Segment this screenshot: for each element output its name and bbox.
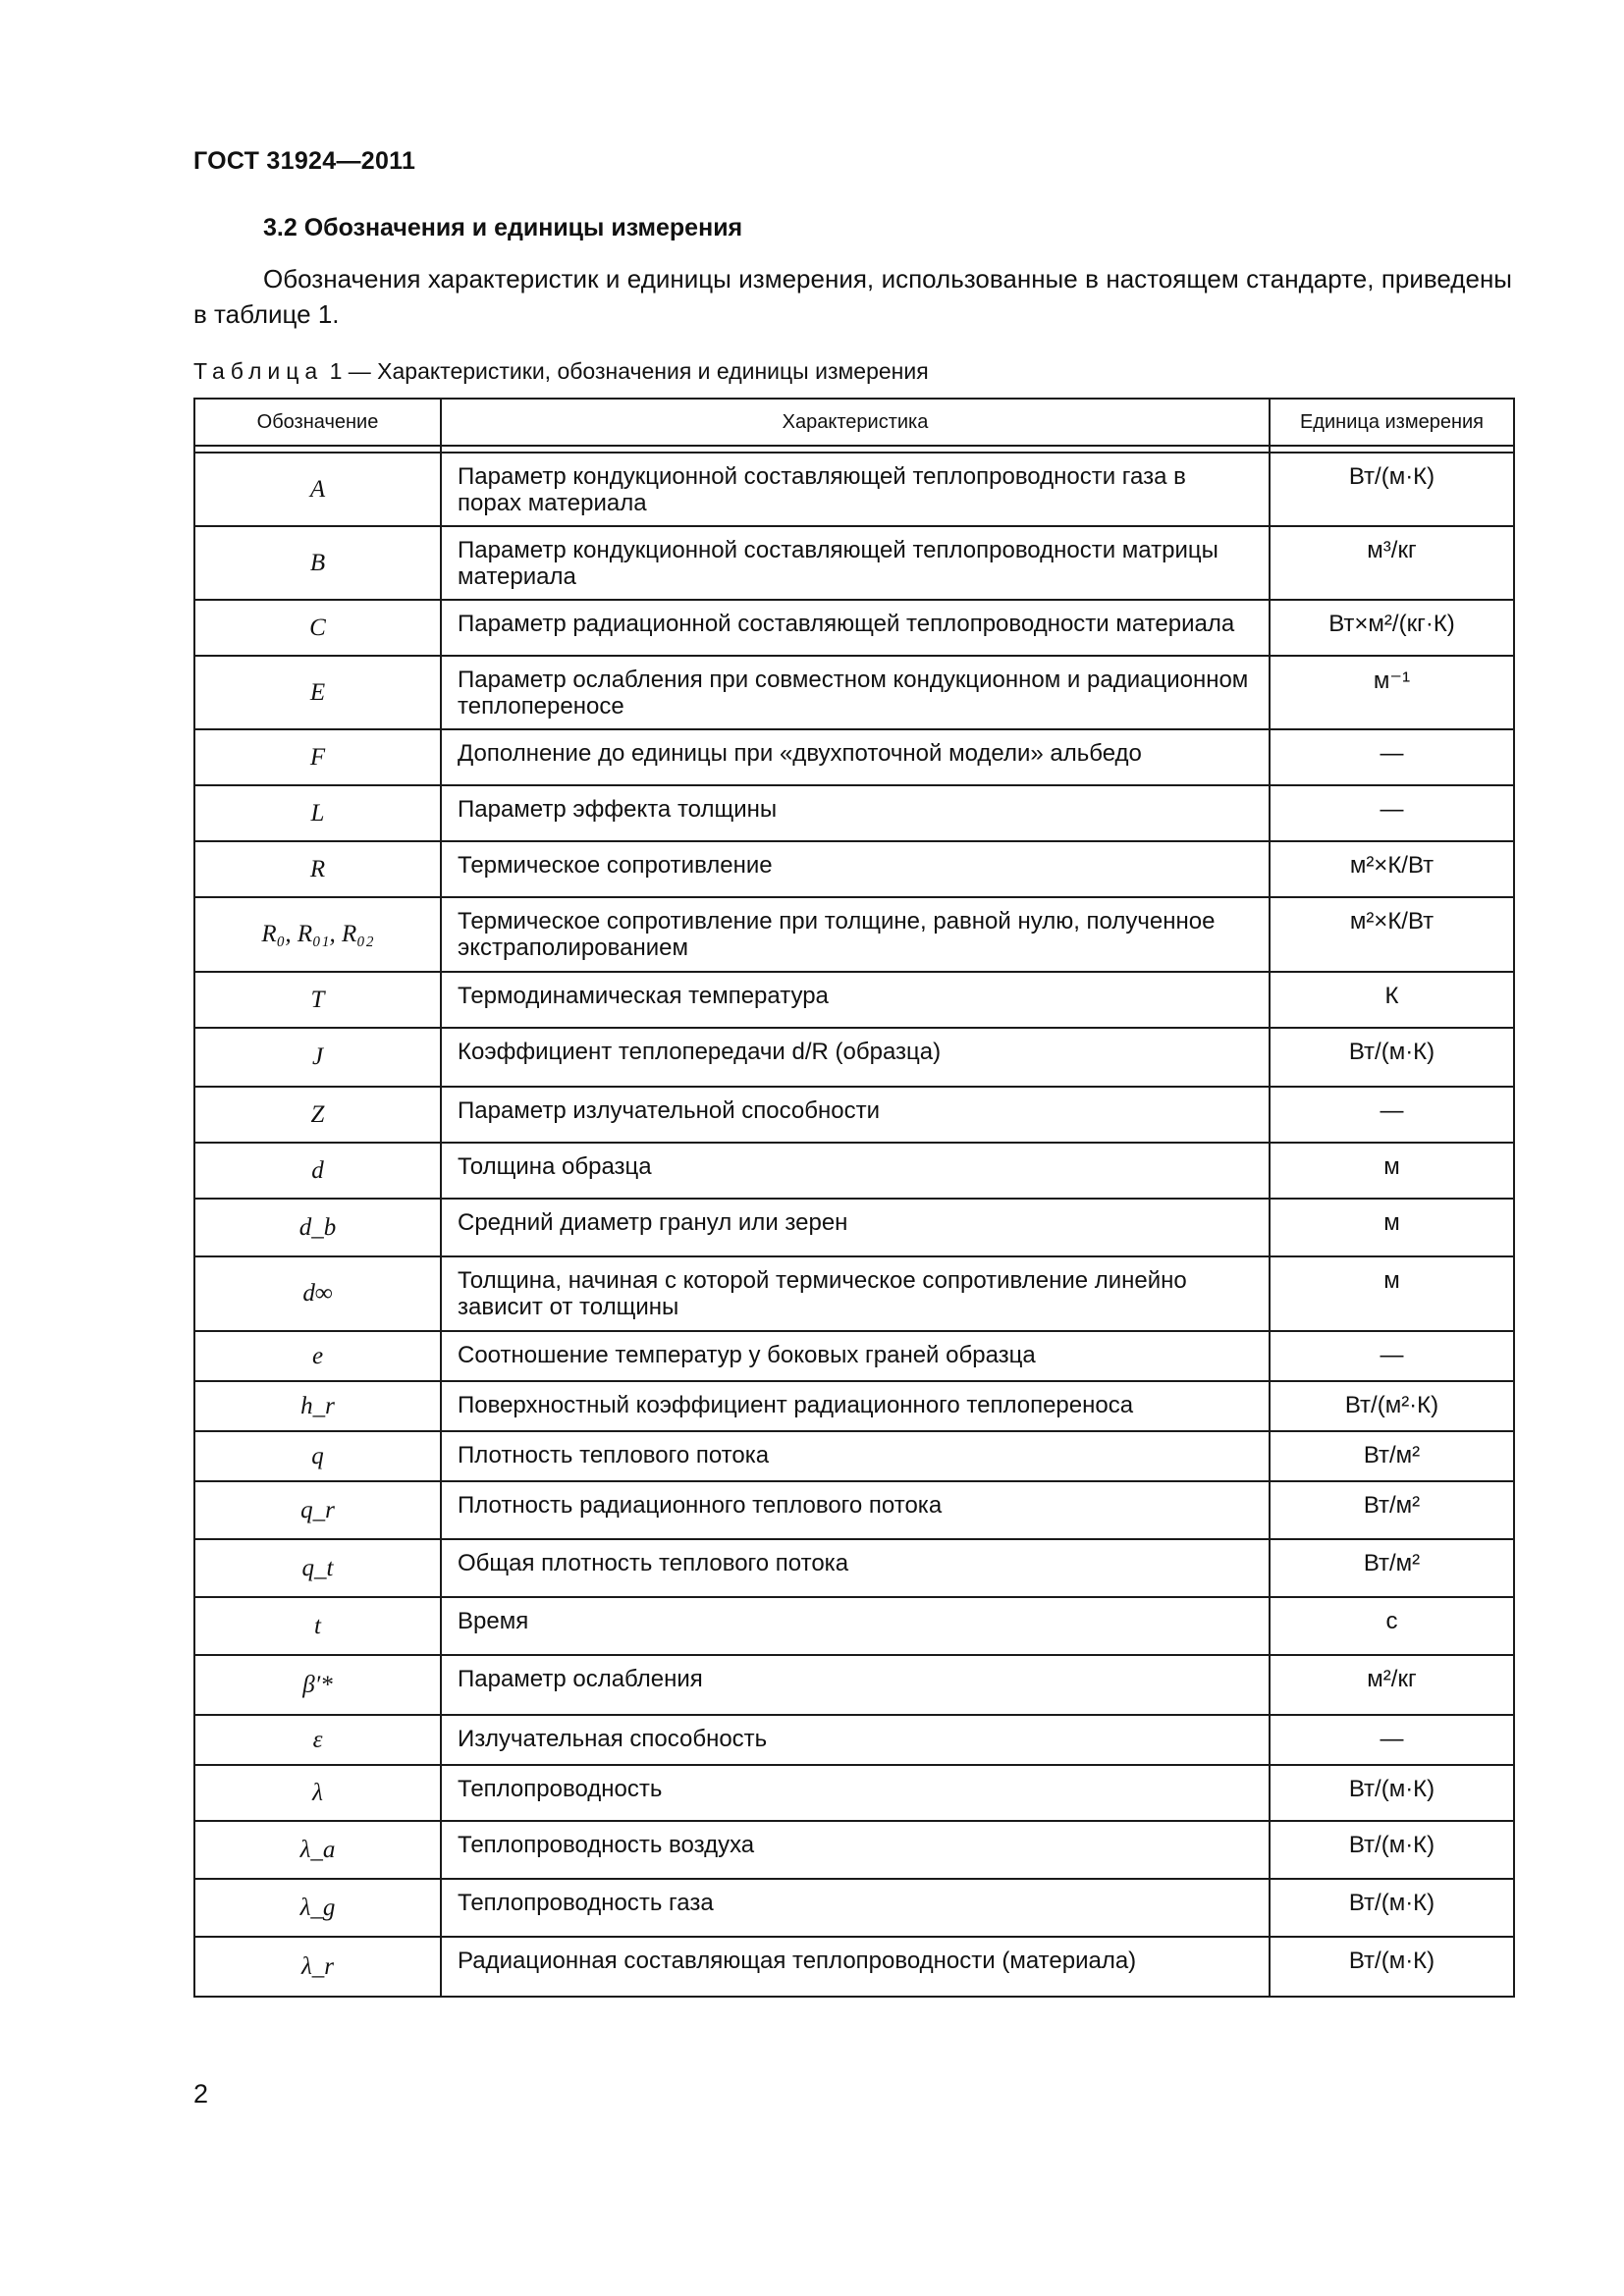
characteristic-cell: Коэффициент теплопередачи d/R (образца) (441, 1028, 1270, 1087)
symbol-cell: q_t (194, 1539, 441, 1597)
characteristic-cell: Теплопроводность воздуха (441, 1821, 1270, 1879)
characteristic-cell: Средний диаметр гранул или зерен (441, 1199, 1270, 1256)
unit-cell: — (1270, 1331, 1514, 1381)
characteristic-cell: Термическое сопротивление при толщине, равной нулю, полученное экстраполированием (441, 897, 1270, 972)
characteristic-cell: Параметр радиационной составляющей теплопроводности материала (441, 600, 1270, 656)
unit-cell: — (1270, 1715, 1514, 1765)
table-row (194, 1655, 1514, 1715)
unit-cell: м (1270, 1143, 1514, 1199)
characteristic-cell: Плотность радиационного теплового потока (441, 1481, 1270, 1539)
header-double-rule (194, 446, 1514, 453)
symbol-cell: B (194, 526, 441, 600)
table-row (194, 729, 1514, 785)
header-unit: Единица измерения (1270, 399, 1514, 446)
designations-table (193, 398, 1515, 1998)
unit-cell: Вт/м² (1270, 1481, 1514, 1539)
characteristic-cell: Радиационная составляющая теплопроводности (материала) (441, 1937, 1270, 1997)
symbol-cell: t (194, 1597, 441, 1655)
table-row (194, 841, 1514, 897)
header-symbol: Обозначение (194, 399, 441, 446)
unit-cell: Вт/(м·К) (1270, 1765, 1514, 1821)
characteristic-cell: Излучательная способность (441, 1715, 1270, 1765)
symbol-cell: E (194, 656, 441, 729)
header-characteristic: Характеристика (441, 399, 1270, 446)
characteristic-cell: Параметр кондукционной составляющей теплопроводности газа в порах материала (441, 453, 1270, 526)
symbol-cell: A (194, 453, 441, 526)
symbol-cell: F (194, 729, 441, 785)
symbol-cell: d∞ (194, 1256, 441, 1331)
table-caption-text: 1 — Характеристики, обозначения и единицы измерения (323, 358, 929, 384)
symbol-cell: T (194, 972, 441, 1028)
table-row (194, 1481, 1514, 1539)
characteristic-cell: Дополнение до единицы при «двухпоточной модели» альбедо (441, 729, 1270, 785)
unit-cell: м (1270, 1256, 1514, 1331)
table-row (194, 1199, 1514, 1256)
table-row (194, 1331, 1514, 1381)
characteristic-cell: Плотность теплового потока (441, 1431, 1270, 1481)
symbol-cell: λ_a (194, 1821, 441, 1879)
table-row (194, 897, 1514, 972)
table-body (194, 453, 1514, 1997)
unit-cell: м⁻¹ (1270, 656, 1514, 729)
table-row (194, 1087, 1514, 1143)
document-code: ГОСТ 31924—2011 (193, 147, 416, 175)
symbol-cell: ε (194, 1715, 441, 1765)
table-row (194, 1821, 1514, 1879)
table-row (194, 453, 1514, 526)
table-header-row (194, 399, 1514, 446)
table-row (194, 1381, 1514, 1431)
unit-cell: с (1270, 1597, 1514, 1655)
page-number: 2 (193, 2079, 209, 2109)
unit-cell: — (1270, 729, 1514, 785)
symbol-cell: d (194, 1143, 441, 1199)
unit-cell: Вт/м² (1270, 1431, 1514, 1481)
table-caption (193, 358, 929, 385)
characteristic-cell: Теплопроводность газа (441, 1879, 1270, 1937)
characteristic-cell: Термическое сопротивление (441, 841, 1270, 897)
unit-cell: Вт×м²/(кг·К) (1270, 600, 1514, 656)
table-row (194, 1143, 1514, 1199)
table-row (194, 1256, 1514, 1331)
unit-cell: м³/кг (1270, 526, 1514, 600)
table-row (194, 972, 1514, 1028)
characteristic-cell: Время (441, 1597, 1270, 1655)
unit-cell: К (1270, 972, 1514, 1028)
table-row (194, 785, 1514, 841)
table-row (194, 1431, 1514, 1481)
table-row (194, 1715, 1514, 1765)
characteristic-cell: Термодинамическая температура (441, 972, 1270, 1028)
unit-cell: м²/кг (1270, 1655, 1514, 1715)
unit-cell: м²×К/Вт (1270, 841, 1514, 897)
table-row (194, 656, 1514, 729)
unit-cell: Вт/(м²·К) (1270, 1381, 1514, 1431)
unit-cell: — (1270, 785, 1514, 841)
unit-cell: Вт/(м·К) (1270, 453, 1514, 526)
symbol-cell: λ (194, 1765, 441, 1821)
unit-cell: Вт/(м·К) (1270, 1937, 1514, 1997)
unit-cell: м (1270, 1199, 1514, 1256)
symbol-cell: Z (194, 1087, 441, 1143)
characteristic-cell: Соотношение температур у боковых граней образца (441, 1331, 1270, 1381)
symbol-cell: J (194, 1028, 441, 1087)
symbol-cell: d_b (194, 1199, 441, 1256)
table-row (194, 600, 1514, 656)
table-caption-prefix: Таблица (193, 358, 324, 384)
symbol-cell: β′* (194, 1655, 441, 1715)
table-row (194, 1765, 1514, 1821)
characteristic-cell: Толщина образца (441, 1143, 1270, 1199)
characteristic-cell: Поверхностный коэффициент радиационного теплопереноса (441, 1381, 1270, 1431)
table-row (194, 1879, 1514, 1937)
symbol-cell: q_r (194, 1481, 441, 1539)
symbol-cell: λ_g (194, 1879, 441, 1937)
characteristic-cell: Теплопроводность (441, 1765, 1270, 1821)
section-heading: 3.2 Обозначения и единицы измерения (263, 214, 743, 241)
characteristic-cell: Параметр кондукционной составляющей теплопроводности матрицы материала (441, 526, 1270, 600)
table-row (194, 1937, 1514, 1997)
symbol-cell: R₀, R₀₁, R₀₂ (194, 897, 441, 972)
symbol-cell: λ_r (194, 1937, 441, 1997)
characteristic-cell: Параметр эффекта толщины (441, 785, 1270, 841)
unit-cell: Вт/м² (1270, 1539, 1514, 1597)
characteristic-cell: Общая плотность теплового потока (441, 1539, 1270, 1597)
symbol-cell: q (194, 1431, 441, 1481)
symbol-cell: h_r (194, 1381, 441, 1431)
symbol-cell: L (194, 785, 441, 841)
intro-paragraph: Обозначения характеристик и единицы измерения, использованные в настоящем стандарте, приведены в таблице 1. (193, 264, 1512, 329)
table-row (194, 1539, 1514, 1597)
characteristic-cell: Параметр ослабления (441, 1655, 1270, 1715)
unit-cell: — (1270, 1087, 1514, 1143)
characteristic-cell: Параметр ослабления при совместном кондукционном и радиационном теплопереносе (441, 656, 1270, 729)
symbol-cell: R (194, 841, 441, 897)
symbol-cell: e (194, 1331, 441, 1381)
characteristic-cell: Толщина, начиная с которой термическое сопротивление линейно зависит от толщины (441, 1256, 1270, 1331)
table-row (194, 1028, 1514, 1087)
symbol-cell: C (194, 600, 441, 656)
characteristic-cell: Параметр излучательной способности (441, 1087, 1270, 1143)
table-row (194, 526, 1514, 600)
unit-cell: м²×К/Вт (1270, 897, 1514, 972)
table-row (194, 1597, 1514, 1655)
unit-cell: Вт/(м·К) (1270, 1028, 1514, 1087)
unit-cell: Вт/(м·К) (1270, 1879, 1514, 1937)
unit-cell: Вт/(м·К) (1270, 1821, 1514, 1879)
